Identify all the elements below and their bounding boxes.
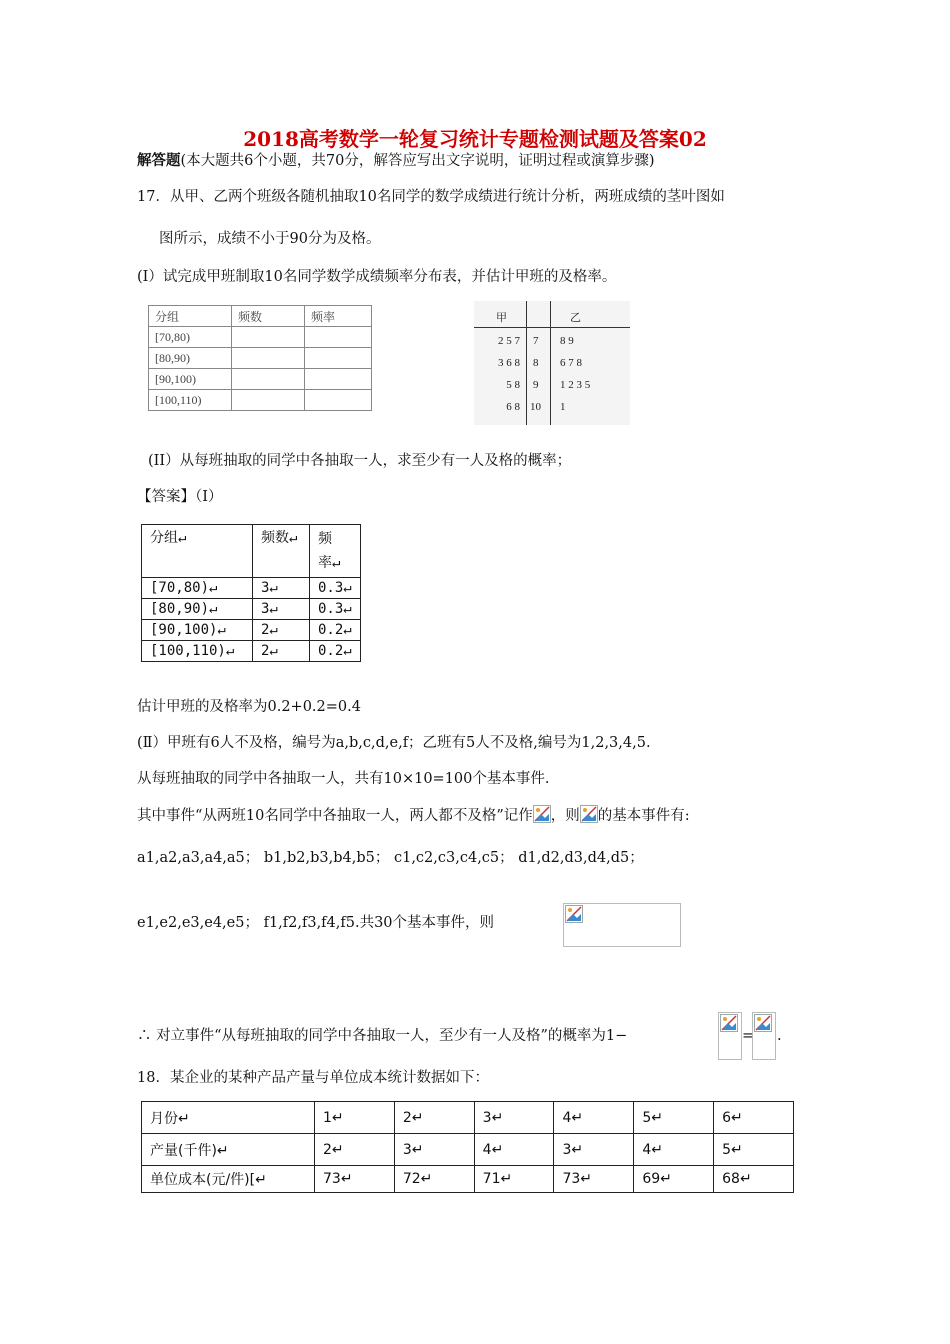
table-header: 月份↵ xyxy=(142,1102,315,1134)
table-cell: 4↵ xyxy=(554,1102,634,1134)
table-cell: 1↵ xyxy=(315,1102,395,1134)
broken-image-icon xyxy=(580,805,598,823)
stem-leaf-divider xyxy=(474,327,630,328)
solution2-line2: 从每班抽取的同学中各抽取一人，共有10×10=100个基本事件. xyxy=(137,771,550,787)
stem-leaf-right-header: 乙 xyxy=(570,312,581,324)
table-row xyxy=(149,369,372,390)
table-row xyxy=(142,525,361,578)
table-header: 单位成本(元/件)[↵ xyxy=(142,1166,315,1193)
stem-leaf-left-leaves: 2 5 7 xyxy=(498,335,520,347)
table-cell: 71↵ xyxy=(474,1166,554,1193)
table-cell: 3↵ xyxy=(253,599,310,620)
table-header: 频率 xyxy=(305,306,372,327)
end-period: . xyxy=(777,1028,782,1044)
table-header: 分组↵ xyxy=(142,525,253,578)
broken-image-icon xyxy=(565,905,583,923)
table-header: 产量(千件)↵ xyxy=(142,1134,315,1166)
table-cell: [90,100) xyxy=(149,369,232,390)
table-header: 频数 xyxy=(232,306,305,327)
stem-leaf-right-leaves: 1 xyxy=(560,401,566,413)
table-cell: 0.3↵ xyxy=(310,599,361,620)
stem-leaf-left-leaves: 5 8 xyxy=(506,379,520,391)
table-cell: 5↵ xyxy=(634,1102,714,1134)
stem-leaf-left-header: 甲 xyxy=(496,312,507,324)
q17-line1: 17．从甲、乙两个班级各随机抽取10名同学的数学成绩进行统计分析，两班成绩的茎叶图如 xyxy=(137,189,725,205)
table-row xyxy=(149,306,372,327)
table-row xyxy=(149,390,372,411)
table-cell: 72↵ xyxy=(394,1166,474,1193)
section-label: 解答题 xyxy=(137,152,181,169)
section-heading xyxy=(137,151,655,171)
stem-leaf-stem: 9 xyxy=(533,379,539,391)
equals-sign: = xyxy=(742,1028,755,1044)
table-cell: 5↵ xyxy=(714,1134,794,1166)
table-cell: 3↵ xyxy=(253,578,310,599)
q17-part1: (Ⅰ）试完成甲班制取10名同学数学成绩频率分布表，并估计甲班的及格率。 xyxy=(137,269,617,285)
image-placeholder xyxy=(752,1012,776,1060)
table-cell: 73↵ xyxy=(315,1166,395,1193)
events-line1: a1,a2,a3,a4,a5； b1,b2,b3,b4,b5； c1,c2,c3,c4,c5； d1,d2,d3,d4,d5； xyxy=(137,850,644,866)
solution2-line3: 其中事件“从两班10名同学中各抽取一人，两人都不及格”记作 ，则 的基本事件有: xyxy=(137,805,690,826)
stem-leaf-right-leaves: 1 2 3 5 xyxy=(560,379,591,391)
stem-leaf-right-leaves: 8 9 xyxy=(560,335,574,347)
stem-leaf-divider xyxy=(526,301,527,425)
table-header: 频数↵ xyxy=(253,525,310,578)
q18-intro: 18．某企业的某种产品产量与单位成本统计数据如下： xyxy=(137,1070,489,1086)
table-row xyxy=(142,1102,794,1134)
table-cell: [80,90) xyxy=(149,348,232,369)
table-cell: 2↵ xyxy=(315,1134,395,1166)
image-placeholder xyxy=(718,1012,742,1060)
table-row xyxy=(142,641,361,662)
table-row xyxy=(142,1134,794,1166)
table-cell: 68↵ xyxy=(714,1166,794,1193)
table-cell: [100,110) xyxy=(149,390,232,411)
q17-part2: (II）从每班抽取的同学中各抽取一人，求至少有一人及格的概率； xyxy=(148,453,572,469)
answer-frequency-table xyxy=(141,524,361,662)
stem-leaf-right-leaves: 6 7 8 xyxy=(560,357,582,369)
table-row xyxy=(142,599,361,620)
stem-leaf-stem: 8 xyxy=(533,357,539,369)
table-cell: [70,80)↵ xyxy=(142,578,253,599)
table-row xyxy=(142,578,361,599)
stem-leaf-stem: 10 xyxy=(530,401,541,413)
broken-image-icon xyxy=(754,1014,772,1032)
q17-line2: 图所示，成绩不小于90分为及格。 xyxy=(159,231,381,247)
estimate-text: 估计甲班的及格率为0.2+0.2=0.4 xyxy=(137,699,361,715)
answer-label: 【答案】（Ⅰ） xyxy=(137,489,223,505)
table-row xyxy=(149,348,372,369)
stem-leaf-stem: 7 xyxy=(533,335,539,347)
table-header: 频 率↵ xyxy=(310,525,361,578)
table-row xyxy=(149,327,372,348)
table-cell: 6↵ xyxy=(714,1102,794,1134)
conclusion-text: ∴ 对立事件“从每班抽取的同学中各抽取一人，至少有一人及格”的概率为1− xyxy=(137,1028,628,1044)
table-cell: 2↵ xyxy=(253,641,310,662)
table-cell: 0.2↵ xyxy=(310,620,361,641)
table-cell: [100,110)↵ xyxy=(142,641,253,662)
table-cell: 2↵ xyxy=(253,620,310,641)
events-line2: e1,e2,e3,e4,e5； f1,f2,f3,f4,f5.共30个基本事件，则 xyxy=(137,915,495,931)
table-cell: 3↵ xyxy=(394,1134,474,1166)
table-cell: 3↵ xyxy=(474,1102,554,1134)
table-cell: 0.2↵ xyxy=(310,641,361,662)
stem-leaf-left-leaves: 6 8 xyxy=(506,401,520,413)
page-title: 2018高考数学一轮复习统计专题检测试题及答案02 xyxy=(243,127,707,151)
stem-leaf-plot xyxy=(474,301,630,425)
stem-leaf-left-leaves: 3 6 8 xyxy=(498,357,520,369)
broken-image-icon xyxy=(720,1014,738,1032)
table-cell: 4↵ xyxy=(474,1134,554,1166)
blank-frequency-table xyxy=(148,305,372,411)
table-cell: 73↵ xyxy=(554,1166,634,1193)
table-cell: 2↵ xyxy=(394,1102,474,1134)
table-cell: 4↵ xyxy=(634,1134,714,1166)
table-cell: 69↵ xyxy=(634,1166,714,1193)
table-cell: [80,90)↵ xyxy=(142,599,253,620)
table-row xyxy=(142,1166,794,1193)
table-row xyxy=(142,620,361,641)
table-header: 分组 xyxy=(149,306,232,327)
table-cell: 0.3↵ xyxy=(310,578,361,599)
solution2-line1: (Ⅱ）甲班有6人不及格，编号为a,b,c,d,e,f；乙班有5人不及格,编号为1,2,3,4,5. xyxy=(137,735,651,751)
table-cell: 3↵ xyxy=(554,1134,634,1166)
section-note: (本大题共6个小题，共70分，解答应写出文字说明，证明过程或演算步骤) xyxy=(180,153,655,169)
table-cell: [90,100)↵ xyxy=(142,620,253,641)
table-cell: [70,80) xyxy=(149,327,232,348)
stem-leaf-divider xyxy=(550,301,551,425)
broken-image-icon xyxy=(533,805,551,823)
production-cost-table xyxy=(141,1101,794,1193)
image-placeholder xyxy=(563,903,681,947)
